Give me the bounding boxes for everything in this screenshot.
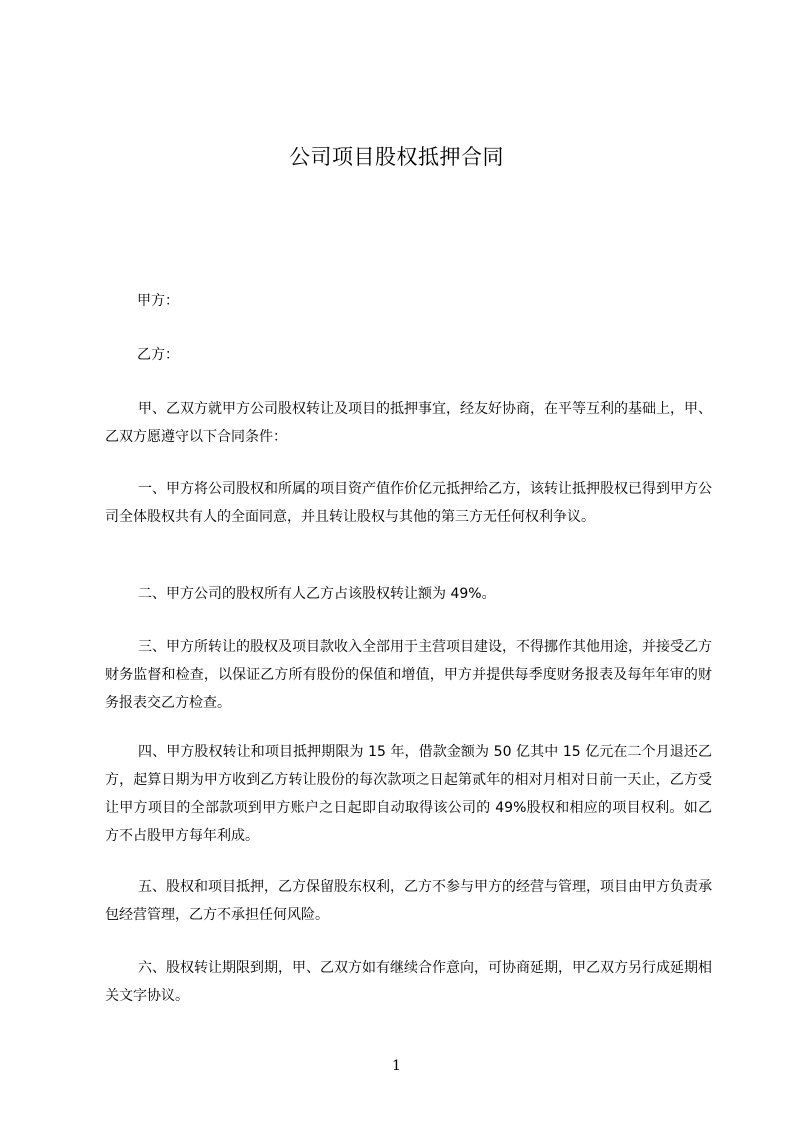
clause-2-paragraph: 二、甲方公司的股权所有人乙方占该股权转让额为 49%。 — [138, 586, 496, 602]
clause-4-paragraph: 四、甲方股权转让和项目抵押期限为 15 年，借款金额为 50 亿其中 15 亿元在二个月退还乙方，起算日期为甲方收到乙方转让股份的每次款项之日起第贰年的相对月相对日前一天止，乙方受让甲方项目的全部款项到甲方账户之日起即自动取得该公司的 49%股权和相应的项目权利。如乙方不占股甲方每年利成。 — [105, 744, 712, 844]
preamble-paragraph: 甲、乙双方就甲方公司股权转让及项目的抵押事宜，经友好协商，在平等互利的基础上，甲、乙双方愿遵守以下合同条件： — [105, 401, 712, 445]
clause-5-paragraph: 五、股权和项目抵押，乙方保留股东权利，乙方不参与甲方的经营与管理，项目由甲方负责承包经营管理，乙方不承担任何风险。 — [105, 879, 712, 923]
clause-6-paragraph: 六、股权转让期限到期，甲、乙双方如有继续合作意向，可协商延期，甲乙双方另行成延期相关文字协议。 — [105, 960, 712, 1004]
clause-3-paragraph: 三、甲方所转让的股权及项目款收入全部用于主营项目建设，不得挪作其他用途，并接受乙方财务监督和检查，以保证乙方所有股份的保值和增值，甲方并提供每季度财务报表及每年年审的财务报表交乙方检查。 — [105, 639, 712, 711]
party-b-label: 乙方： — [137, 347, 179, 363]
clause-1-paragraph: 一、甲方将公司股权和所属的项目资产值作价亿元抵押给乙方，该转让抵押股权已得到甲方公司全体股权共有人的全面同意，并且转让股权与其他的第三方无任何权利争议。 — [105, 481, 712, 525]
party-a-label: 甲方： — [137, 293, 179, 309]
page-number: 1 — [392, 1058, 401, 1074]
document-title: 公司项目股权抵押合同 — [289, 145, 504, 169]
